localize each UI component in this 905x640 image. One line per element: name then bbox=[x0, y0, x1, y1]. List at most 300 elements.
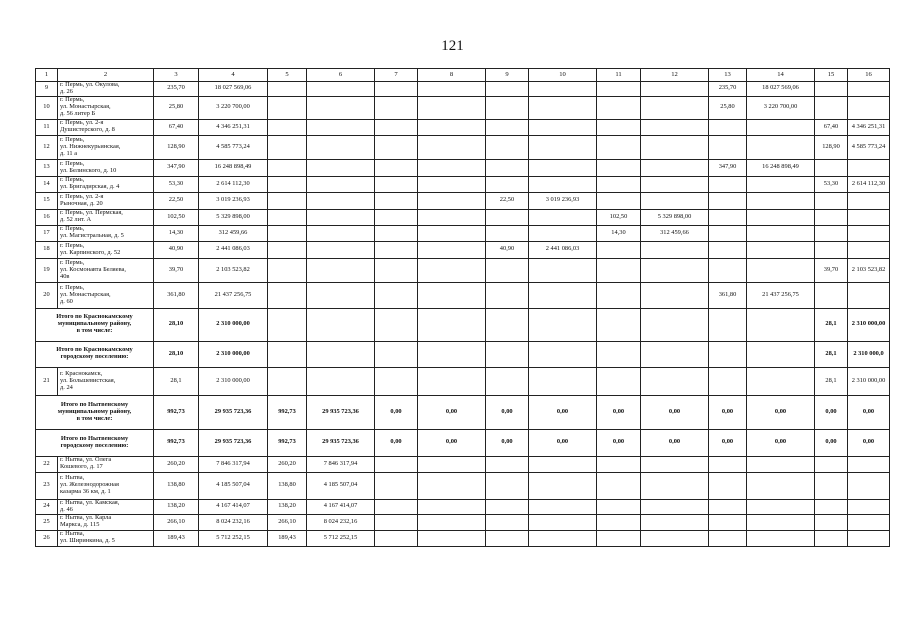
value-cell-col-14 bbox=[747, 192, 815, 209]
value-cell-col-12 bbox=[641, 514, 709, 530]
value-cell-col-10 bbox=[529, 514, 597, 530]
value-cell-col-7 bbox=[375, 159, 418, 176]
value-cell-col-15 bbox=[815, 192, 848, 209]
page-number: 121 bbox=[441, 38, 464, 54]
table-body bbox=[36, 69, 890, 547]
address-cell: г. Пермь, ул. Нижнекурьинская, д. 11 а bbox=[58, 135, 154, 159]
column-number-13: 13 bbox=[709, 69, 747, 82]
total-label: Итого по Краснокамскому муниципальному району, в том числе: bbox=[36, 308, 154, 341]
row-number: 22 bbox=[36, 456, 58, 472]
value-cell-col-14 bbox=[747, 241, 815, 258]
value-cell-col-16 bbox=[848, 530, 890, 546]
value-cell-col-11 bbox=[597, 367, 641, 395]
value-cell-col-13 bbox=[709, 135, 747, 159]
value-cell-col-6 bbox=[307, 258, 375, 282]
address-cell: г. Нытва, ул. Олега Кошевого, д. 17 bbox=[58, 456, 154, 472]
value-cell-col-11 bbox=[597, 119, 641, 135]
value-cell-col-15: 0,00 bbox=[815, 429, 848, 456]
value-cell-col-15 bbox=[815, 456, 848, 472]
address-cell: г. Пермь, ул. 2-я Душистерского, д. 8 bbox=[58, 119, 154, 135]
value-cell-col-4: 4 346 251,31 bbox=[199, 119, 268, 135]
value-cell-col-14 bbox=[747, 456, 815, 472]
value-cell-col-7 bbox=[375, 514, 418, 530]
value-cell-col-10 bbox=[529, 258, 597, 282]
value-cell-col-3: 14,30 bbox=[154, 225, 199, 241]
value-cell-col-8 bbox=[418, 530, 486, 546]
value-cell-col-3: 138,20 bbox=[154, 499, 199, 514]
value-cell-col-15: 28,1 bbox=[815, 341, 848, 367]
value-cell-col-9: 0,00 bbox=[486, 395, 529, 429]
value-cell-col-8 bbox=[418, 341, 486, 367]
table-row bbox=[36, 456, 890, 472]
value-cell-col-12 bbox=[641, 499, 709, 514]
value-cell-col-15 bbox=[815, 159, 848, 176]
value-cell-col-12 bbox=[641, 119, 709, 135]
value-cell-col-12 bbox=[641, 530, 709, 546]
value-cell-col-16 bbox=[848, 282, 890, 308]
value-cell-col-13: 0,00 bbox=[709, 395, 747, 429]
value-cell-col-13: 0,00 bbox=[709, 429, 747, 456]
value-cell-col-4: 2 441 086,03 bbox=[199, 241, 268, 258]
value-cell-col-5 bbox=[268, 96, 307, 119]
value-cell-col-16: 0,00 bbox=[848, 429, 890, 456]
value-cell-col-12: 0,00 bbox=[641, 429, 709, 456]
total-row bbox=[36, 429, 890, 456]
value-cell-col-5: 138,80 bbox=[268, 472, 307, 499]
value-cell-col-9 bbox=[486, 367, 529, 395]
value-cell-col-7: 0,00 bbox=[375, 395, 418, 429]
table-row bbox=[36, 209, 890, 225]
value-cell-col-13: 347,90 bbox=[709, 159, 747, 176]
value-cell-col-9 bbox=[486, 456, 529, 472]
value-cell-col-3: 128,90 bbox=[154, 135, 199, 159]
column-number-3: 3 bbox=[154, 69, 199, 82]
value-cell-col-12 bbox=[641, 159, 709, 176]
column-number-9: 9 bbox=[486, 69, 529, 82]
value-cell-col-7 bbox=[375, 499, 418, 514]
value-cell-col-3: 235,70 bbox=[154, 82, 199, 97]
value-cell-col-5 bbox=[268, 82, 307, 97]
value-cell-col-4: 4 185 507,04 bbox=[199, 472, 268, 499]
address-cell: г. Нытва, ул. Камская, д. 46 bbox=[58, 499, 154, 514]
value-cell-col-4: 3 019 236,93 bbox=[199, 192, 268, 209]
value-cell-col-7 bbox=[375, 82, 418, 97]
table-row bbox=[36, 159, 890, 176]
value-cell-col-4: 4 585 773,24 bbox=[199, 135, 268, 159]
table-row bbox=[36, 367, 890, 395]
value-cell-col-13 bbox=[709, 341, 747, 367]
value-cell-col-15: 0,00 bbox=[815, 395, 848, 429]
value-cell-col-9 bbox=[486, 159, 529, 176]
value-cell-col-9 bbox=[486, 209, 529, 225]
value-cell-col-10 bbox=[529, 499, 597, 514]
value-cell-col-7 bbox=[375, 225, 418, 241]
value-cell-col-9 bbox=[486, 514, 529, 530]
value-cell-col-11 bbox=[597, 241, 641, 258]
value-cell-col-4: 2 614 112,30 bbox=[199, 176, 268, 192]
value-cell-col-13 bbox=[709, 119, 747, 135]
value-cell-col-11 bbox=[597, 135, 641, 159]
value-cell-col-11 bbox=[597, 530, 641, 546]
value-cell-col-15: 39,70 bbox=[815, 258, 848, 282]
table-row bbox=[36, 514, 890, 530]
table-row bbox=[36, 258, 890, 282]
column-number-11: 11 bbox=[597, 69, 641, 82]
value-cell-col-14 bbox=[747, 135, 815, 159]
value-cell-col-14: 0,00 bbox=[747, 429, 815, 456]
value-cell-col-3: 53,30 bbox=[154, 176, 199, 192]
table-row bbox=[36, 282, 890, 308]
row-number: 25 bbox=[36, 514, 58, 530]
row-number: 26 bbox=[36, 530, 58, 546]
value-cell-col-7 bbox=[375, 209, 418, 225]
value-cell-col-9 bbox=[486, 282, 529, 308]
value-cell-col-10 bbox=[529, 530, 597, 546]
value-cell-col-3: 39,70 bbox=[154, 258, 199, 282]
value-cell-col-14: 0,00 bbox=[747, 395, 815, 429]
total-label: Итого по Нытвенскому городскому поселению: bbox=[36, 429, 154, 456]
value-cell-col-8 bbox=[418, 241, 486, 258]
total-row bbox=[36, 395, 890, 429]
value-cell-col-16: 2 103 523,82 bbox=[848, 258, 890, 282]
value-cell-col-15: 67,40 bbox=[815, 119, 848, 135]
value-cell-col-10: 3 019 236,93 bbox=[529, 192, 597, 209]
table-row bbox=[36, 472, 890, 499]
value-cell-col-3: 361,80 bbox=[154, 282, 199, 308]
total-row bbox=[36, 341, 890, 367]
row-number: 15 bbox=[36, 192, 58, 209]
column-number-5: 5 bbox=[268, 69, 307, 82]
value-cell-col-8 bbox=[418, 225, 486, 241]
value-cell-col-6: 7 846 317,94 bbox=[307, 456, 375, 472]
value-cell-col-5: 266,10 bbox=[268, 514, 307, 530]
value-cell-col-6 bbox=[307, 282, 375, 308]
value-cell-col-5 bbox=[268, 258, 307, 282]
value-cell-col-5: 138,20 bbox=[268, 499, 307, 514]
value-cell-col-7 bbox=[375, 258, 418, 282]
value-cell-col-9 bbox=[486, 472, 529, 499]
address-cell: г. Пермь, ул. Монастырская, д. 60 bbox=[58, 282, 154, 308]
value-cell-col-12: 5 329 898,00 bbox=[641, 209, 709, 225]
value-cell-col-12 bbox=[641, 456, 709, 472]
value-cell-col-12 bbox=[641, 308, 709, 341]
value-cell-col-10 bbox=[529, 282, 597, 308]
value-cell-col-12 bbox=[641, 258, 709, 282]
value-cell-col-10 bbox=[529, 82, 597, 97]
row-number: 11 bbox=[36, 119, 58, 135]
value-cell-col-11 bbox=[597, 96, 641, 119]
value-cell-col-10 bbox=[529, 308, 597, 341]
value-cell-col-14 bbox=[747, 367, 815, 395]
value-cell-col-4: 16 248 898,49 bbox=[199, 159, 268, 176]
value-cell-col-16 bbox=[848, 192, 890, 209]
row-number: 14 bbox=[36, 176, 58, 192]
value-cell-col-16 bbox=[848, 514, 890, 530]
value-cell-col-16: 0,00 bbox=[848, 395, 890, 429]
value-cell-col-9 bbox=[486, 176, 529, 192]
value-cell-col-11 bbox=[597, 159, 641, 176]
value-cell-col-16 bbox=[848, 499, 890, 514]
value-cell-col-15 bbox=[815, 96, 848, 119]
value-cell-col-6: 5 712 252,15 bbox=[307, 530, 375, 546]
value-cell-col-8 bbox=[418, 176, 486, 192]
value-cell-col-6 bbox=[307, 135, 375, 159]
value-cell-col-11 bbox=[597, 456, 641, 472]
value-cell-col-13 bbox=[709, 514, 747, 530]
value-cell-col-8 bbox=[418, 367, 486, 395]
value-cell-col-4: 7 846 317,94 bbox=[199, 456, 268, 472]
value-cell-col-7 bbox=[375, 135, 418, 159]
value-cell-col-6 bbox=[307, 82, 375, 97]
value-cell-col-5: 992,73 bbox=[268, 395, 307, 429]
value-cell-col-4: 5 712 252,15 bbox=[199, 530, 268, 546]
value-cell-col-11 bbox=[597, 192, 641, 209]
value-cell-col-8 bbox=[418, 82, 486, 97]
value-cell-col-6 bbox=[307, 308, 375, 341]
value-cell-col-9 bbox=[486, 119, 529, 135]
value-cell-col-7: 0,00 bbox=[375, 429, 418, 456]
value-cell-col-13 bbox=[709, 209, 747, 225]
value-cell-col-6: 29 935 723,36 bbox=[307, 429, 375, 456]
value-cell-col-3: 138,80 bbox=[154, 472, 199, 499]
address-cell: г. Пермь, ул. Карпинского, д. 52 bbox=[58, 241, 154, 258]
value-cell-col-12 bbox=[641, 82, 709, 97]
value-cell-col-11 bbox=[597, 82, 641, 97]
column-number-4: 4 bbox=[199, 69, 268, 82]
value-cell-col-14 bbox=[747, 176, 815, 192]
value-cell-col-4: 18 027 569,06 bbox=[199, 82, 268, 97]
value-cell-col-15 bbox=[815, 282, 848, 308]
value-cell-col-9 bbox=[486, 135, 529, 159]
value-cell-col-6: 4 185 507,04 bbox=[307, 472, 375, 499]
column-number-10: 10 bbox=[529, 69, 597, 82]
value-cell-col-11: 102,50 bbox=[597, 209, 641, 225]
value-cell-col-14 bbox=[747, 530, 815, 546]
value-cell-col-12 bbox=[641, 241, 709, 258]
value-cell-col-12: 0,00 bbox=[641, 395, 709, 429]
value-cell-col-6 bbox=[307, 225, 375, 241]
value-cell-col-15: 28,1 bbox=[815, 367, 848, 395]
value-cell-col-12 bbox=[641, 192, 709, 209]
value-cell-col-15 bbox=[815, 499, 848, 514]
table-row bbox=[36, 499, 890, 514]
address-cell: г. Пермь, ул. Пермская, д. 52 лит. А bbox=[58, 209, 154, 225]
value-cell-col-4: 2 310 000,00 bbox=[199, 341, 268, 367]
value-cell-col-5: 992,73 bbox=[268, 429, 307, 456]
address-cell: г. Пермь, ул. Окулова, д. 26 bbox=[58, 82, 154, 97]
column-number-1: 1 bbox=[36, 69, 58, 82]
value-cell-col-12 bbox=[641, 282, 709, 308]
row-number: 24 bbox=[36, 499, 58, 514]
value-cell-col-4: 29 935 723,36 bbox=[199, 395, 268, 429]
value-cell-col-10 bbox=[529, 472, 597, 499]
value-cell-col-10 bbox=[529, 456, 597, 472]
value-cell-col-15 bbox=[815, 514, 848, 530]
value-cell-col-4: 2 310 000,00 bbox=[199, 308, 268, 341]
value-cell-col-11 bbox=[597, 341, 641, 367]
value-cell-col-5 bbox=[268, 367, 307, 395]
value-cell-col-10: 0,00 bbox=[529, 395, 597, 429]
value-cell-col-8 bbox=[418, 119, 486, 135]
value-cell-col-7 bbox=[375, 192, 418, 209]
table-row bbox=[36, 225, 890, 241]
value-cell-col-6 bbox=[307, 119, 375, 135]
value-cell-col-12 bbox=[641, 176, 709, 192]
value-cell-col-13 bbox=[709, 472, 747, 499]
address-cell: г. Пермь, ул. Космонавта Беляева, 40в bbox=[58, 258, 154, 282]
value-cell-col-7 bbox=[375, 456, 418, 472]
value-cell-col-7 bbox=[375, 241, 418, 258]
value-cell-col-11 bbox=[597, 308, 641, 341]
value-cell-col-5 bbox=[268, 159, 307, 176]
value-cell-col-8 bbox=[418, 135, 486, 159]
value-cell-col-13: 235,70 bbox=[709, 82, 747, 97]
value-cell-col-12 bbox=[641, 341, 709, 367]
value-cell-col-15 bbox=[815, 225, 848, 241]
value-cell-col-14: 3 220 700,00 bbox=[747, 96, 815, 119]
value-cell-col-16: 2 310 000,0 bbox=[848, 341, 890, 367]
value-cell-col-8 bbox=[418, 96, 486, 119]
value-cell-col-11 bbox=[597, 282, 641, 308]
row-number: 9 bbox=[36, 82, 58, 97]
table-row bbox=[36, 135, 890, 159]
value-cell-col-14 bbox=[747, 308, 815, 341]
table-row bbox=[36, 96, 890, 119]
value-cell-col-3: 67,40 bbox=[154, 119, 199, 135]
value-cell-col-16 bbox=[848, 159, 890, 176]
value-cell-col-10: 2 441 086,03 bbox=[529, 241, 597, 258]
value-cell-col-15 bbox=[815, 82, 848, 97]
value-cell-col-5 bbox=[268, 308, 307, 341]
value-cell-col-7 bbox=[375, 341, 418, 367]
value-cell-col-14 bbox=[747, 514, 815, 530]
value-cell-col-7 bbox=[375, 176, 418, 192]
value-cell-col-4: 4 167 414,07 bbox=[199, 499, 268, 514]
value-cell-col-6: 8 024 232,16 bbox=[307, 514, 375, 530]
value-cell-col-6 bbox=[307, 367, 375, 395]
value-cell-col-16 bbox=[848, 209, 890, 225]
value-cell-col-9 bbox=[486, 225, 529, 241]
value-cell-col-11 bbox=[597, 514, 641, 530]
value-cell-col-6 bbox=[307, 159, 375, 176]
value-cell-col-9 bbox=[486, 530, 529, 546]
row-number: 16 bbox=[36, 209, 58, 225]
value-cell-col-10 bbox=[529, 159, 597, 176]
total-label: Итого по Краснокамскому городскому поселению: bbox=[36, 341, 154, 367]
value-cell-col-10 bbox=[529, 367, 597, 395]
value-cell-col-3: 28,10 bbox=[154, 308, 199, 341]
value-cell-col-3: 102,50 bbox=[154, 209, 199, 225]
value-cell-col-14: 16 248 898,49 bbox=[747, 159, 815, 176]
value-cell-col-13 bbox=[709, 456, 747, 472]
value-cell-col-8 bbox=[418, 192, 486, 209]
value-cell-col-9: 22,50 bbox=[486, 192, 529, 209]
value-cell-col-7 bbox=[375, 367, 418, 395]
value-cell-col-5 bbox=[268, 119, 307, 135]
value-cell-col-11 bbox=[597, 499, 641, 514]
value-cell-col-13 bbox=[709, 499, 747, 514]
value-cell-col-9 bbox=[486, 499, 529, 514]
value-cell-col-8 bbox=[418, 282, 486, 308]
value-cell-col-6: 29 935 723,36 bbox=[307, 395, 375, 429]
table-row bbox=[36, 530, 890, 546]
value-cell-col-10 bbox=[529, 341, 597, 367]
value-cell-col-3: 260,20 bbox=[154, 456, 199, 472]
value-cell-col-4: 5 329 898,00 bbox=[199, 209, 268, 225]
value-cell-col-11: 0,00 bbox=[597, 395, 641, 429]
value-cell-col-3: 992,73 bbox=[154, 395, 199, 429]
value-cell-col-13 bbox=[709, 225, 747, 241]
value-cell-col-6 bbox=[307, 176, 375, 192]
row-number: 23 bbox=[36, 472, 58, 499]
address-cell: г. Нытва, ул. Железнодорожная казарма 36 км, д. 1 bbox=[58, 472, 154, 499]
value-cell-col-3: 266,10 bbox=[154, 514, 199, 530]
value-cell-col-15 bbox=[815, 472, 848, 499]
value-cell-col-12 bbox=[641, 135, 709, 159]
value-cell-col-8 bbox=[418, 456, 486, 472]
value-cell-col-8: 0,00 bbox=[418, 429, 486, 456]
value-cell-col-16: 2 310 000,00 bbox=[848, 308, 890, 341]
value-cell-col-3: 992,73 bbox=[154, 429, 199, 456]
value-cell-col-16: 2 614 112,30 bbox=[848, 176, 890, 192]
value-cell-col-5: 189,43 bbox=[268, 530, 307, 546]
value-cell-col-14 bbox=[747, 258, 815, 282]
value-cell-col-10 bbox=[529, 176, 597, 192]
value-cell-col-6 bbox=[307, 96, 375, 119]
row-number: 19 bbox=[36, 258, 58, 282]
table-row bbox=[36, 241, 890, 258]
value-cell-col-16 bbox=[848, 82, 890, 97]
value-cell-col-7 bbox=[375, 119, 418, 135]
address-cell: г. Краснокамск, ул. Большевистская, д. 24 bbox=[58, 367, 154, 395]
value-cell-col-4: 312 459,66 bbox=[199, 225, 268, 241]
value-cell-col-9: 40,90 bbox=[486, 241, 529, 258]
value-cell-col-14 bbox=[747, 209, 815, 225]
table-row bbox=[36, 176, 890, 192]
value-cell-col-4: 21 437 256,75 bbox=[199, 282, 268, 308]
value-cell-col-10 bbox=[529, 225, 597, 241]
value-cell-col-16 bbox=[848, 96, 890, 119]
value-cell-col-5: 260,20 bbox=[268, 456, 307, 472]
value-cell-col-3: 40,90 bbox=[154, 241, 199, 258]
data-table bbox=[35, 68, 890, 547]
value-cell-col-8 bbox=[418, 159, 486, 176]
value-cell-col-12 bbox=[641, 367, 709, 395]
value-cell-col-8 bbox=[418, 514, 486, 530]
value-cell-col-16: 4 585 773,24 bbox=[848, 135, 890, 159]
address-cell: г. Пермь, ул. Монастырская, д. 56 литер Б bbox=[58, 96, 154, 119]
value-cell-col-6: 4 167 414,07 bbox=[307, 499, 375, 514]
value-cell-col-3: 25,80 bbox=[154, 96, 199, 119]
value-cell-col-14: 18 027 569,06 bbox=[747, 82, 815, 97]
value-cell-col-9 bbox=[486, 82, 529, 97]
value-cell-col-9 bbox=[486, 96, 529, 119]
value-cell-col-5 bbox=[268, 341, 307, 367]
total-label: Итого по Нытвенскому муниципальному району, в том числе: bbox=[36, 395, 154, 429]
value-cell-col-16: 4 346 251,31 bbox=[848, 119, 890, 135]
value-cell-col-11 bbox=[597, 176, 641, 192]
value-cell-col-15: 28,1 bbox=[815, 308, 848, 341]
value-cell-col-7 bbox=[375, 308, 418, 341]
value-cell-col-16: 2 310 000,00 bbox=[848, 367, 890, 395]
value-cell-col-3: 28,10 bbox=[154, 341, 199, 367]
value-cell-col-7 bbox=[375, 96, 418, 119]
value-cell-col-13: 25,80 bbox=[709, 96, 747, 119]
value-cell-col-11: 0,00 bbox=[597, 429, 641, 456]
row-number: 13 bbox=[36, 159, 58, 176]
address-cell: г. Пермь, ул. Белинского, д. 10 bbox=[58, 159, 154, 176]
value-cell-col-8 bbox=[418, 472, 486, 499]
